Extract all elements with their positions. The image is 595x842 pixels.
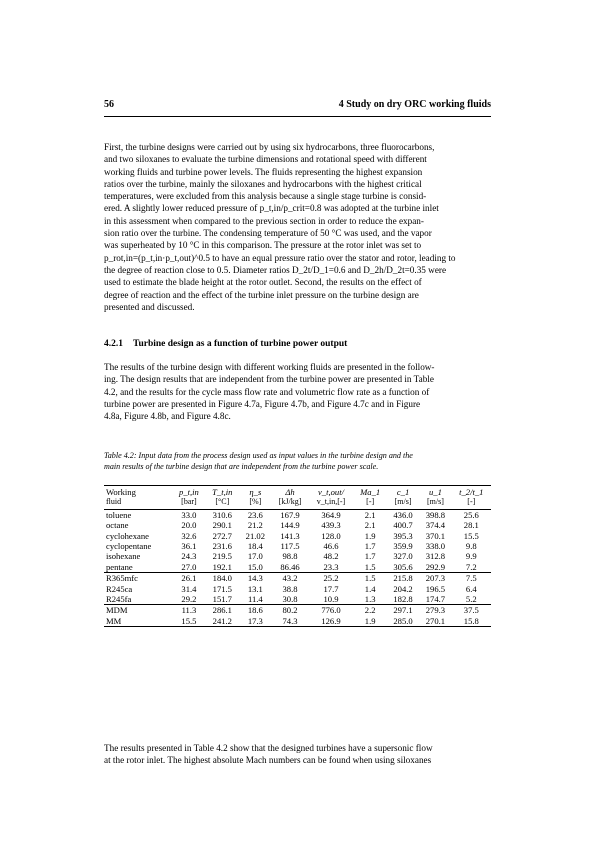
value-cell: 338.0 <box>425 541 446 552</box>
value-cell: 1.7 <box>364 541 376 552</box>
table-row <box>104 605 491 616</box>
text-line: p_rot,in=(p_t,in·p_t,out)^0.5 to have an equal pressure ratio over the stator and rotor, leading to <box>104 252 456 263</box>
value-cell: 98.8 <box>282 551 298 562</box>
page-number: 56 <box>104 99 114 110</box>
value-cell: 1.5 <box>354 562 387 573</box>
value-cell: 26.1 <box>181 573 197 584</box>
value-cell: 5.2 <box>452 594 491 605</box>
value-cell: 1.7 <box>364 551 376 562</box>
column-unit: [-] <box>452 497 491 509</box>
value-cell: 297.1 <box>393 605 413 616</box>
section-heading <box>104 339 347 349</box>
value-cell: 219.5 <box>212 551 232 562</box>
text-line: ratios over the turbine, mainly the siloxanes and hydrocarbons with the highest critical <box>104 178 422 189</box>
fluid-name-cell: R365mfc <box>106 573 138 584</box>
table-header-row <box>104 486 491 498</box>
column-unit: [m/s] <box>387 497 419 509</box>
column-header: p_t,in <box>172 486 205 498</box>
value-cell: 10.9 <box>309 594 354 605</box>
value-cell: 21.2 <box>247 520 263 531</box>
header-rule <box>104 116 491 117</box>
fluid-name-cell: R245fa <box>104 594 172 605</box>
text-line: The results of the turbine design with different working fluids are presented in the follow- <box>104 362 435 372</box>
value-cell: 279.3 <box>425 605 446 616</box>
value-cell: 174.7 <box>419 594 451 605</box>
value-cell: 18.4 <box>247 541 263 552</box>
column-unit: fluid <box>104 497 172 509</box>
column-header: η_s <box>239 486 271 498</box>
value-cell: 18.6 <box>247 605 263 616</box>
value-cell: 776.0 <box>321 605 341 616</box>
column-unit: [kJ/kg] <box>272 497 309 509</box>
value-cell: 364.9 <box>321 509 341 520</box>
column-unit: [°C] <box>205 497 239 509</box>
text-line: sion ratio over the turbine. The condensing temperature of 50 °C was used, and the vapor <box>104 228 432 239</box>
column-header: Ma_1 <box>354 486 387 498</box>
column-header: t_2/t_1 <box>452 486 491 498</box>
fluid-name-cell: pentane <box>104 562 172 573</box>
fluid-name-cell: cyclopentane <box>106 541 152 552</box>
fluid-name-cell: R245ca <box>106 583 133 594</box>
column-header: T_t,in <box>205 486 239 498</box>
text-line: degree of reaction and the effect of the turbine inlet pressure on the turbine design are <box>104 289 419 300</box>
value-cell: 15.8 <box>452 616 491 627</box>
value-cell: 23.6 <box>247 509 263 520</box>
fluid-name-cell: octane <box>106 520 129 531</box>
value-cell: 117.5 <box>280 541 300 552</box>
column-header: v_t,out/ <box>309 486 354 498</box>
value-cell: 17.0 <box>247 551 263 562</box>
value-cell: 312.8 <box>425 551 446 562</box>
table-row <box>104 541 491 551</box>
caption-line: Table 4.2: Input data from the process design used as input values in the turbine design and the <box>104 451 413 460</box>
value-cell: 270.1 <box>419 616 451 627</box>
value-cell: 171.5 <box>212 583 232 594</box>
table-row <box>104 520 491 530</box>
value-cell: 305.6 <box>387 562 419 573</box>
text-line: The results presented in Table 4.2 show that the designed turbines have a supersonic flow <box>104 743 433 753</box>
fluid-name-cell: MDM <box>106 605 128 616</box>
table-row <box>104 573 491 584</box>
value-cell: 11.3 <box>181 605 197 616</box>
caption-line: main results of the turbine design that are independent from the turbine power scale. <box>104 462 379 471</box>
value-cell: 1.4 <box>364 583 376 594</box>
value-cell: 395.3 <box>393 530 413 541</box>
value-cell: 23.3 <box>309 562 354 573</box>
section-title: Turbine design as a function of turbine power output <box>133 339 348 349</box>
fluid-name-cell: cyclohexane <box>106 530 149 541</box>
text-line: temperatures, were excluded from this analysis because a single stage turbine is consid- <box>104 191 427 202</box>
value-cell: 128.0 <box>321 530 341 541</box>
table-unit-row <box>104 497 491 509</box>
text-line: ered. A slightly lower reduced pressure of p_t,in/p_crit=0.8 was adopted at the turbine inlet <box>104 203 439 214</box>
column-unit: v_t,in,[-] <box>309 497 354 509</box>
value-cell: 6.4 <box>465 583 477 594</box>
value-cell: 327.0 <box>393 551 413 562</box>
column-header: Δh <box>272 486 309 498</box>
value-cell: 17.3 <box>239 616 271 627</box>
running-header <box>104 99 491 113</box>
paragraph-intro <box>104 141 491 313</box>
value-cell: 14.3 <box>247 573 263 584</box>
table-row <box>104 616 491 627</box>
value-cell: 32.6 <box>181 530 197 541</box>
value-cell: 192.1 <box>205 562 239 573</box>
value-cell: 272.7 <box>212 530 232 541</box>
value-cell: 126.9 <box>309 616 354 627</box>
value-cell: 1.5 <box>364 573 376 584</box>
value-cell: 7.5 <box>465 573 477 584</box>
table-row <box>104 562 491 573</box>
text-line: 4.2, and the results for the cycle mass flow rate and volumetric flow rate as a function of <box>104 386 430 397</box>
value-cell: 9.9 <box>465 551 477 562</box>
text-line: was superheated by 10 °C in this comparison. The pressure at the rotor inlet was set to <box>104 240 422 251</box>
value-cell: 151.7 <box>205 594 239 605</box>
table-body <box>104 509 491 626</box>
table-row <box>104 594 491 605</box>
column-header: u_1 <box>419 486 451 498</box>
value-cell: 80.2 <box>282 605 298 616</box>
value-cell: 38.8 <box>282 583 298 594</box>
section-number: 4.2.1 <box>104 339 123 349</box>
table-row <box>104 509 491 520</box>
column-header: c_1 <box>387 486 419 498</box>
value-cell: 2.2 <box>364 605 376 616</box>
value-cell: 292.9 <box>419 562 451 573</box>
value-cell: 25.2 <box>323 573 339 584</box>
value-cell: 9.8 <box>465 541 477 552</box>
table-row <box>104 551 491 561</box>
fluid-name-cell: isohexane <box>106 551 141 562</box>
text-line: turbine power are presented in Figure 4.7a, Figure 4.7b, and Figure 4.7c and in Figure <box>104 398 421 409</box>
value-cell: 184.0 <box>212 573 232 584</box>
value-cell: 20.0 <box>181 520 197 531</box>
text-line: First, the turbine designs were carried out by using six hydrocarbons, three fluorocarbons, <box>104 142 435 152</box>
value-cell: 25.6 <box>463 509 479 520</box>
value-cell: 74.3 <box>272 616 309 627</box>
column-unit: [m/s] <box>419 497 451 509</box>
table-caption <box>104 450 491 472</box>
value-cell: 30.8 <box>272 594 309 605</box>
value-cell: 1.3 <box>354 594 387 605</box>
value-cell: 86.46 <box>272 562 309 573</box>
value-cell: 21.02 <box>245 530 266 541</box>
value-cell: 2.1 <box>364 520 376 531</box>
column-header: Working <box>104 486 172 498</box>
value-cell: 48.2 <box>323 551 339 562</box>
value-cell: 290.1 <box>212 520 232 531</box>
value-cell: 231.6 <box>212 541 232 552</box>
value-cell: 144.9 <box>280 520 300 531</box>
value-cell: 17.7 <box>323 583 339 594</box>
fluid-name-cell: toluene <box>106 509 132 520</box>
value-cell: 374.4 <box>425 520 446 531</box>
value-cell: 29.2 <box>172 594 205 605</box>
value-cell: 28.1 <box>463 520 479 531</box>
table-row <box>104 531 491 541</box>
column-unit: [-] <box>354 497 387 509</box>
value-cell: 31.4 <box>181 583 197 594</box>
value-cell: 15.5 <box>172 616 205 627</box>
value-cell: 241.2 <box>205 616 239 627</box>
value-cell: 24.3 <box>181 551 197 562</box>
value-cell: 285.0 <box>387 616 419 627</box>
value-cell: 33.0 <box>181 509 197 520</box>
value-cell: 167.9 <box>280 509 300 520</box>
value-cell: 7.2 <box>452 562 491 573</box>
text-line: and two siloxanes to evaluate the turbine dimensions and rotational speed with different <box>104 154 427 165</box>
value-cell: 27.0 <box>172 562 205 573</box>
text-line: presented and discussed. <box>104 301 195 312</box>
column-unit: [%] <box>239 497 271 509</box>
value-cell: 436.0 <box>393 509 413 520</box>
value-cell: 215.8 <box>393 573 413 584</box>
fluid-name-cell: MM <box>104 616 172 627</box>
text-line: in this assessment when compared to the previous section in order to reduce the expan- <box>104 215 424 226</box>
text-line: ing. The design results that are independent from the turbine power are presented in Table <box>104 374 434 385</box>
value-cell: 204.2 <box>393 583 413 594</box>
value-cell: 359.9 <box>393 541 413 552</box>
value-cell: 43.2 <box>282 573 298 584</box>
value-cell: 1.9 <box>354 616 387 627</box>
turbine-design-table <box>104 485 491 627</box>
value-cell: 182.8 <box>387 594 419 605</box>
text-line: used to estimate the blade height at the rotor outlet. Second, the results on the effect of <box>104 277 422 288</box>
value-cell: 46.6 <box>323 541 339 552</box>
value-cell: 310.6 <box>212 509 232 520</box>
value-cell: 37.5 <box>463 605 479 616</box>
table-row <box>104 584 491 594</box>
value-cell: 207.3 <box>425 573 446 584</box>
value-cell: 196.5 <box>425 583 446 594</box>
value-cell: 15.0 <box>239 562 271 573</box>
paragraph-results <box>104 361 491 422</box>
value-cell: 141.3 <box>280 530 300 541</box>
text-line: at the rotor inlet. The highest absolute Mach numbers can be found when using siloxanes <box>104 755 432 766</box>
value-cell: 11.4 <box>239 594 271 605</box>
value-cell: 400.7 <box>393 520 413 531</box>
chapter-title: 4 Study on dry ORC working fluids <box>338 99 491 110</box>
text-line: working fluids and turbine power levels. The fluids representing the highest expansion <box>104 166 423 177</box>
value-cell: 15.5 <box>463 530 479 541</box>
value-cell: 2.1 <box>364 509 376 520</box>
value-cell: 1.9 <box>364 530 376 541</box>
column-unit: [bar] <box>172 497 205 509</box>
value-cell: 398.8 <box>425 509 446 520</box>
value-cell: 286.1 <box>212 605 232 616</box>
value-cell: 370.1 <box>425 530 446 541</box>
value-cell: 439.3 <box>321 520 341 531</box>
value-cell: 13.1 <box>247 583 263 594</box>
paragraph-discussion <box>104 742 491 767</box>
value-cell: 36.1 <box>181 541 197 552</box>
text-line: the degree of reaction close to 0.5. Diameter ratios D_2t/D_1=0.6 and D_2h/D_2t=0.35 were <box>104 264 447 275</box>
text-line: 4.8a, Figure 4.8b, and Figure 4.8c. <box>104 411 231 422</box>
